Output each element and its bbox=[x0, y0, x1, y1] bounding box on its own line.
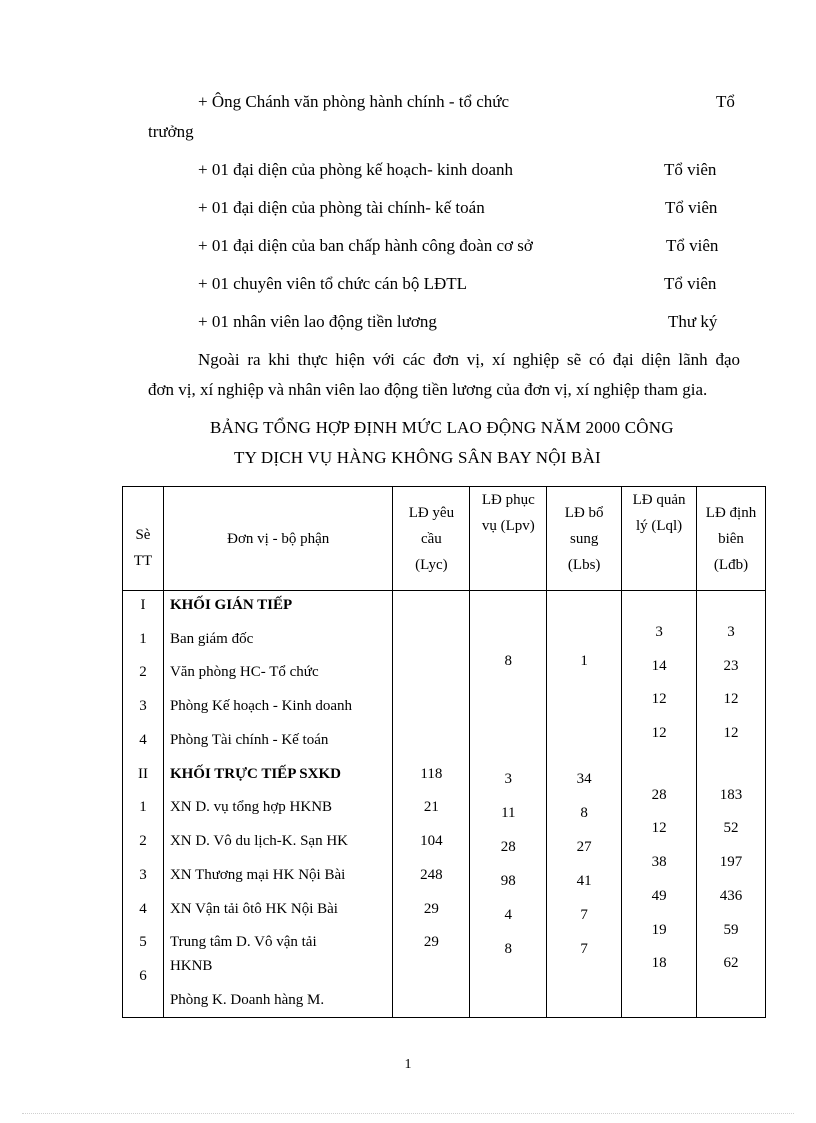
header-lyc-line-2: cầu bbox=[420, 530, 442, 547]
table-header-row bbox=[123, 487, 766, 591]
lql-cell: 19 bbox=[651, 922, 667, 938]
ldb-cell: 23 bbox=[723, 658, 739, 674]
ldb-cell: 62 bbox=[723, 955, 739, 971]
unit-cell: KHỐI GIÁN TIẾP bbox=[169, 597, 293, 613]
ldb-cell: 436 bbox=[719, 888, 743, 904]
unit-cell: XN Thương mại HK Nội Bài bbox=[169, 867, 346, 883]
committee-line-1-continuation: trưởng bbox=[148, 122, 194, 141]
unit-cell: Phòng K. Doanh hàng M. bbox=[169, 992, 325, 1008]
lbs-cell: 8 bbox=[580, 805, 588, 821]
lql-cell: 12 bbox=[651, 725, 667, 741]
committee-role-1: Tổ bbox=[716, 92, 735, 111]
committee-role-3: Tổ viên bbox=[665, 198, 718, 217]
header-stt bbox=[123, 487, 164, 591]
lyc-column bbox=[393, 591, 470, 1018]
stt-cell: 6 bbox=[139, 968, 147, 984]
committee-line-1: + Ông Chánh văn phòng hành chính - tổ chức bbox=[198, 92, 510, 111]
committee-role-4: Tổ viên bbox=[666, 236, 719, 255]
ldb-cell: 59 bbox=[723, 922, 739, 938]
lbs-cell: 1 bbox=[580, 653, 588, 669]
table-body-row bbox=[123, 591, 766, 1018]
ldb-cell: 197 bbox=[719, 854, 743, 870]
lpv-cell: 4 bbox=[504, 907, 513, 923]
unit-cell: Phòng Tài chính - Kế toán bbox=[169, 732, 329, 748]
lql-cell: 49 bbox=[651, 888, 667, 904]
page-number: 1 bbox=[404, 1057, 412, 1072]
labor-norm-table bbox=[122, 486, 766, 1018]
ldb-cell: 52 bbox=[723, 820, 739, 836]
lbs-cell: 7 bbox=[580, 907, 588, 923]
stt-cell: 1 bbox=[139, 631, 147, 647]
lql-cell: 12 bbox=[651, 820, 667, 836]
committee-role-6: Thư ký bbox=[668, 312, 718, 331]
lbs-cell: 27 bbox=[576, 839, 592, 855]
unit-cell: Phòng Kế hoạch - Kinh doanh bbox=[169, 698, 352, 714]
lyc-cell: 29 bbox=[423, 934, 439, 950]
lyc-cell: 21 bbox=[423, 799, 439, 815]
lbs-cell: 7 bbox=[580, 941, 588, 957]
unit-cell: XN D. Vô du lịch-K. Sạn HK bbox=[169, 833, 348, 849]
lpv-cell: 28 bbox=[500, 839, 516, 855]
lbs-cell: 34 bbox=[576, 771, 592, 787]
stt-cell: 4 bbox=[139, 901, 147, 917]
lpv-column bbox=[470, 591, 547, 1018]
ldb-cell: 183 bbox=[719, 787, 743, 803]
header-ldb-line-3: (Lđb) bbox=[713, 556, 749, 573]
stt-cell: 5 bbox=[139, 934, 147, 950]
header-lyc-line-3: (Lyc) bbox=[415, 556, 448, 573]
ldb-cell: 3 bbox=[727, 624, 735, 640]
unit-cell: Ban giám đốc bbox=[169, 631, 254, 647]
table-title-line-2: TY DỊCH VỤ HÀNG KHÔNG SÂN BAY NỘI BÀI bbox=[234, 448, 601, 467]
header-ldb-line-1: LĐ định bbox=[705, 504, 757, 521]
lql-cell: 3 bbox=[655, 624, 663, 640]
header-lpv-line-1: LĐ phục bbox=[481, 492, 535, 508]
committee-role-5: Tổ viên bbox=[664, 274, 717, 293]
stt-cell: 2 bbox=[139, 833, 147, 849]
header-lpv-line-2: vụ (Lpv) bbox=[481, 518, 535, 534]
ldb-cell: 12 bbox=[723, 725, 739, 741]
stt-cell: 2 bbox=[139, 664, 147, 680]
header-unit bbox=[163, 487, 393, 591]
committee-line-6: + 01 nhân viên lao động tiền lương bbox=[198, 312, 437, 331]
lpv-cell: 11 bbox=[501, 805, 516, 821]
unit-cell: Văn phòng HC- Tổ chức bbox=[169, 664, 319, 680]
unit-cell: Trung tâm D. Vô vận tải bbox=[169, 934, 317, 950]
lyc-cell: 248 bbox=[420, 867, 443, 883]
lql-cell: 12 bbox=[651, 691, 667, 707]
header-lbs bbox=[547, 487, 622, 591]
stt-cell: 4 bbox=[139, 732, 147, 748]
header-lyc-line-1: LĐ yêu bbox=[408, 504, 455, 521]
header-lpv bbox=[470, 487, 547, 591]
committee-line-5: + 01 chuyên viên tổ chức cán bộ LĐTL bbox=[198, 274, 467, 293]
lpv-cell: 98 bbox=[500, 873, 516, 889]
stt-cell: 3 bbox=[139, 698, 147, 714]
ldb-column bbox=[697, 591, 766, 1018]
header-lql-line-1: LĐ quản bbox=[632, 492, 686, 508]
lyc-cell: 29 bbox=[423, 901, 439, 917]
table-title-line-1: BẢNG TỔNG HỢP ĐỊNH MỨC LAO ĐỘNG NĂM 2000 CÔNG bbox=[210, 418, 674, 437]
header-stt-line-1: Sè bbox=[135, 526, 151, 543]
page-bottom-divider bbox=[22, 1113, 794, 1114]
header-unit-label: Đơn vị - bộ phận bbox=[227, 530, 330, 547]
stt-cell: 1 bbox=[139, 799, 147, 815]
header-lyc bbox=[393, 487, 470, 591]
lql-column bbox=[622, 591, 697, 1018]
lpv-cell: 8 bbox=[504, 941, 513, 957]
lbs-cell: 41 bbox=[576, 873, 592, 889]
header-ldb-line-2: biên bbox=[718, 530, 744, 547]
lql-cell: 18 bbox=[651, 955, 667, 971]
lyc-cell: 104 bbox=[420, 833, 443, 849]
committee-line-4: + 01 đại diện của ban chấp hành công đoàn cơ sở bbox=[198, 236, 533, 255]
paragraph-line-2: đơn vị, xí nghiệp và nhân viên lao động tiền lương của đơn vị, xí nghiệp tham gia. bbox=[148, 380, 708, 399]
committee-line-2: + 01 đại diện của phòng kế hoạch- kinh doanh bbox=[198, 160, 514, 179]
lpv-cell: 8 bbox=[504, 653, 513, 669]
header-stt-line-2: TT bbox=[133, 552, 153, 569]
stt-cell: I bbox=[140, 597, 146, 613]
lql-cell: 14 bbox=[651, 658, 667, 674]
lbs-column bbox=[547, 591, 622, 1018]
lyc-cell: 118 bbox=[420, 766, 443, 782]
unit-cell: XN D. vụ tổng hợp HKNB bbox=[169, 799, 333, 815]
committee-role-2: Tổ viên bbox=[664, 160, 717, 179]
ldb-cell: 12 bbox=[723, 691, 739, 707]
header-lbs-line-1: LĐ bổ bbox=[564, 504, 604, 521]
header-ldb bbox=[697, 487, 766, 591]
header-lql bbox=[622, 487, 697, 591]
lql-cell: 38 bbox=[651, 854, 667, 870]
stt-cell: II bbox=[137, 766, 148, 782]
unit-column bbox=[163, 591, 393, 1018]
lpv-cell: 3 bbox=[504, 771, 513, 787]
unit-cell: HKNB bbox=[169, 958, 213, 974]
header-lql-line-2: lý (Lql) bbox=[635, 518, 683, 534]
paragraph-line-1: Ngoài ra khi thực hiện với các đơn vị, xí nghiệp sẽ có đại diện lãnh đạo bbox=[198, 350, 740, 369]
unit-cell: KHỐI TRỰC TIẾP SXKD bbox=[169, 766, 341, 782]
stt-column bbox=[123, 591, 164, 1018]
unit-cell: XN Vận tải ôtô HK Nội Bài bbox=[169, 901, 338, 917]
lql-cell: 28 bbox=[651, 787, 667, 803]
committee-line-3: + 01 đại diện của phòng tài chính- kế toán bbox=[198, 198, 485, 217]
stt-cell: 3 bbox=[139, 867, 147, 883]
header-lbs-line-2: sung bbox=[570, 530, 599, 547]
header-lbs-line-3: (Lbs) bbox=[567, 556, 601, 573]
